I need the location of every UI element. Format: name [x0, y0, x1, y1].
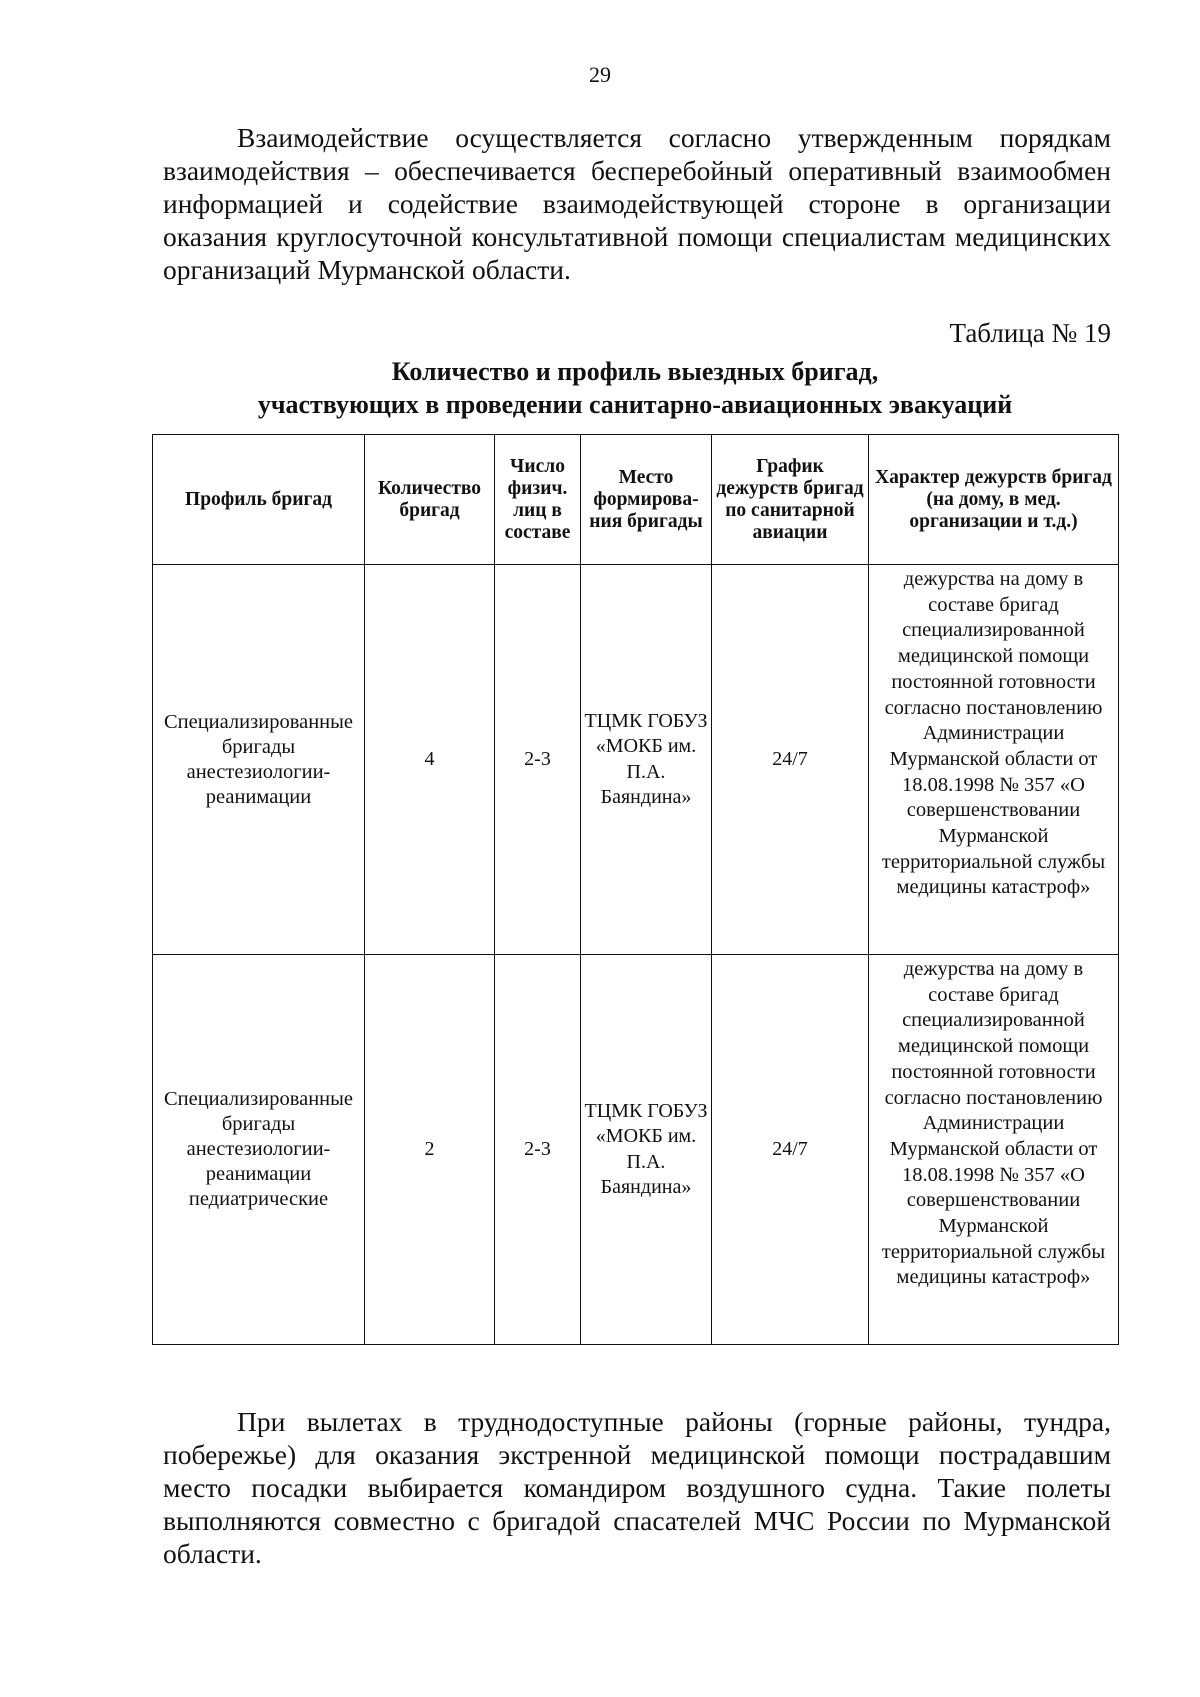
header-profile: Профиль бригад	[153, 435, 365, 565]
intro-paragraph: Взаимодействие осуществляется согласно утвержденным порядкам взаимодействия – обеспечивается бесперебойный оперативный взаимообмен информацией и содействие взаимодействующей стороне в организации оказания круглосуточной консультативной помощи специалистам медицинских организаций Мурманской области.	[163, 122, 1111, 285]
table-row	[153, 565, 1119, 955]
cell-staff: 2-3	[495, 955, 581, 1345]
table-caption-line-1: Количество и профиль выездных бригад,	[391, 357, 879, 386]
table-row	[153, 955, 1119, 1345]
table-number: Таблица № 19	[949, 318, 1111, 348]
brigades-table	[152, 434, 1119, 1345]
closing-paragraph: При вылетах в труднодоступные районы (горные районы, тундра, побережье) для оказания экстренной медицинской помощи пострадавшим место посадки выбирается командиром воздушного судна. Такие полеты выполняются совместно с бригадой спасателей МЧС России по Мурманской области.	[163, 1406, 1111, 1569]
cell-count: 2	[365, 955, 495, 1345]
cell-schedule: 24/7	[712, 955, 869, 1345]
cell-profile: Специализированные бригады анестезиологии-реанимации	[153, 565, 365, 955]
table-caption	[150, 355, 1120, 421]
header-count: Количество бригад	[365, 435, 495, 565]
cell-count: 4	[365, 565, 495, 955]
cell-profile: Специализированные бригады анестезиологии-реанимации педиатрические	[153, 955, 365, 1345]
header-location: Место формирова-ния бригады	[581, 435, 712, 565]
header-duty: Характер дежурств бригад (на дому, в мед. организации и т.д.)	[869, 435, 1119, 565]
table-caption-line-2: участвующих в проведении санитарно-авиационных эвакуаций	[257, 390, 1013, 419]
cell-duty: дежурства на дому в составе бригад специализированной медицинской помощи постоянной готовности согласно постановлению Администрации Мурманской области от 18.08.1998 № 357 «О совершенствовании Мурманской территориальной службы медицины катастроф»	[869, 955, 1119, 1345]
cell-location: ТЦМК ГОБУЗ «МОКБ им. П.А. Баяндина»	[581, 955, 712, 1345]
page-number: 29	[589, 62, 611, 87]
cell-schedule: 24/7	[712, 565, 869, 955]
header-schedule: График дежурств бригад по санитарной авиации	[712, 435, 869, 565]
table-header-row	[153, 435, 1119, 565]
header-staff: Число физич. лиц в составе	[495, 435, 581, 565]
cell-duty: дежурства на дому в составе бригад специализированной медицинской помощи постоянной готовности согласно постановлению Администрации Мурманской области от 18.08.1998 № 357 «О совершенствовании Мурманской территориальной службы медицины катастроф»	[869, 565, 1119, 955]
cell-location: ТЦМК ГОБУЗ «МОКБ им. П.А. Баяндина»	[581, 565, 712, 955]
cell-staff: 2-3	[495, 565, 581, 955]
